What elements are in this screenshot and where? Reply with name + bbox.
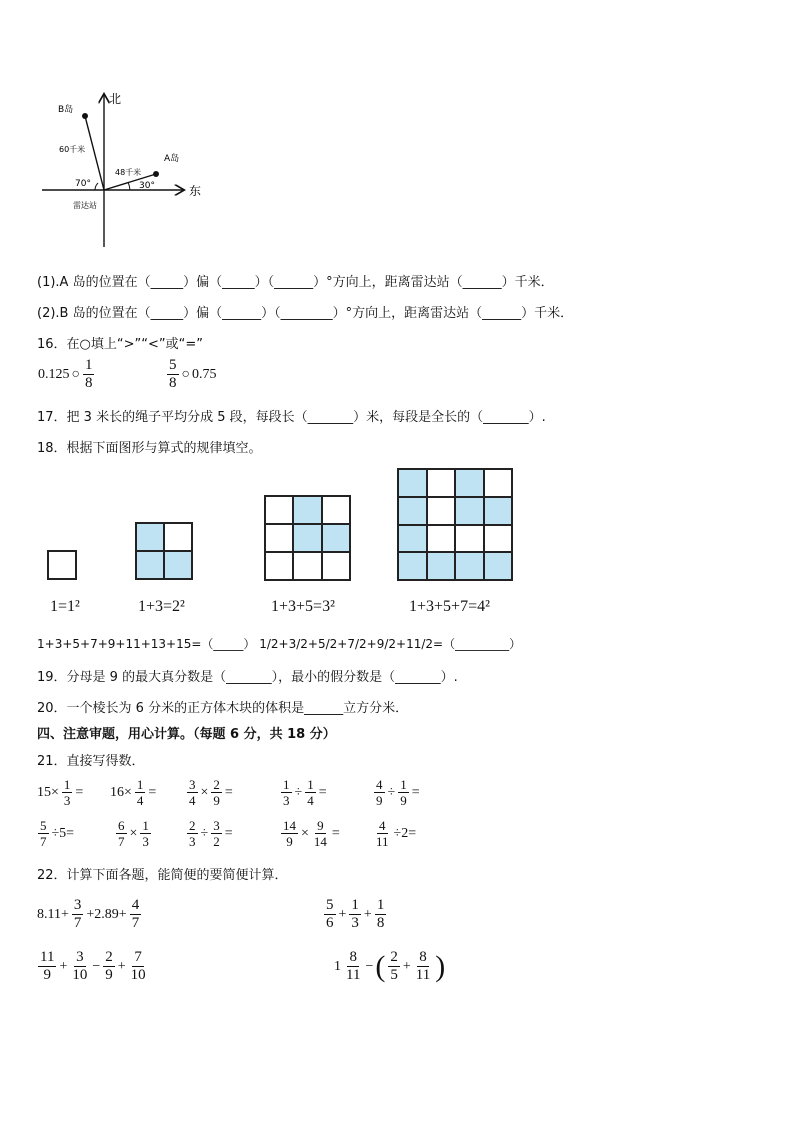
grid-cell [484, 525, 513, 553]
q21-item [373, 778, 420, 807]
q21-frac [374, 778, 385, 807]
b-island-label: B岛 [58, 105, 74, 115]
q22-frac [72, 898, 84, 931]
q21-frac [135, 778, 146, 807]
q21-text: 15× [37, 784, 59, 800]
num: 8 [419, 949, 427, 965]
q16b-fraction [167, 358, 179, 391]
den: 10 [130, 967, 146, 983]
q21-text: = [224, 784, 233, 800]
num: 1 [63, 777, 71, 792]
q21-item [280, 819, 340, 848]
den: 3 [283, 793, 290, 808]
angle-70-arc [95, 183, 98, 190]
q21-op: ÷ [200, 825, 209, 841]
grid-cell [484, 497, 513, 525]
num: 2 [105, 949, 113, 965]
q21-frac [211, 778, 222, 807]
q15-part1: (1).A 岛的位置在（_____）偏（_____）（______）°方向上，距离雷达站（______）千米． [37, 275, 554, 290]
q22-op: − [365, 958, 374, 974]
grid-cell [322, 552, 350, 580]
q22-frac [129, 950, 148, 983]
num: 5 [326, 897, 334, 913]
a-island-point [153, 171, 159, 177]
a-island-label: A岛 [164, 154, 180, 164]
q21-text: = [318, 784, 327, 800]
q21-frac [62, 778, 73, 807]
den: 9 [213, 793, 220, 808]
b-island-point [82, 113, 88, 119]
north-label: 北 [109, 92, 122, 106]
q16a-left: 0.125 [38, 366, 70, 382]
q21-item [37, 819, 74, 848]
q22-op: + [402, 958, 411, 974]
den: 4 [189, 793, 196, 808]
grid-cell [398, 552, 427, 580]
q22-frac [324, 898, 336, 931]
q21-text: = [75, 784, 84, 800]
q21-frac [187, 778, 198, 807]
q21-frac [374, 819, 391, 848]
a-distance-label: 48千米 [115, 168, 142, 177]
grid-cell [427, 469, 456, 497]
q17-question: 17．把 3 米长的绳子平均分成 5 段，每段长（_______）米，每段是全长的（_______）. [37, 410, 546, 425]
grid-cell [455, 525, 484, 553]
den: 8 [169, 375, 177, 391]
grid-cell [398, 525, 427, 553]
grid-cell [427, 552, 456, 580]
q21-frac [281, 819, 298, 848]
grid-cell [398, 497, 427, 525]
den: 10 [72, 967, 88, 983]
den: 3 [351, 915, 359, 931]
num: 1 [136, 777, 144, 792]
q21-item [115, 819, 152, 848]
grid-cell [265, 524, 293, 552]
b-distance-label: 60千米 [59, 145, 86, 154]
q22-paren: ( [375, 949, 386, 983]
q22-frac [38, 950, 56, 983]
q16b-right: 0.75 [191, 366, 217, 382]
pattern-grid-2 [135, 522, 193, 580]
den: 11 [376, 834, 389, 849]
q21-op: × [129, 825, 138, 841]
q22-frac [375, 898, 387, 931]
den: 3 [189, 834, 196, 849]
den: 8 [84, 375, 93, 391]
q21-item [186, 778, 233, 807]
q22-expr-3 [37, 950, 149, 983]
q18-fill-blanks: 1+3+5+7+9+11+13+15=（_____） 1/2+3/2+5/2+7/2+9/2+11/2=（_________） [37, 637, 522, 651]
num: 7 [134, 949, 142, 965]
q21-text: ÷5= [51, 825, 75, 841]
q21-frac [140, 819, 151, 848]
q21-op: × [301, 825, 309, 841]
q22-expr-1 [37, 898, 142, 931]
q21-text: = [148, 784, 157, 800]
grid-cell [484, 469, 513, 497]
q21-text: 16× [110, 784, 132, 800]
station-label: 雷达站 [73, 201, 97, 210]
num: 2 [213, 777, 220, 792]
q21-frac [211, 819, 222, 848]
q16b-circle: ○ [181, 366, 190, 382]
q22-frac [414, 950, 432, 983]
den: 2 [213, 834, 220, 849]
num: 2 [189, 818, 196, 833]
grid-cell [265, 496, 293, 524]
grid-cell [455, 552, 484, 580]
pattern-grid-1 [47, 550, 77, 580]
grid-cell [455, 497, 484, 525]
q22-expr-4 [334, 950, 445, 983]
caption-2: 1+3=2² [138, 598, 185, 615]
grid-cell [265, 552, 293, 580]
den: 11 [415, 967, 431, 983]
grid-cell [293, 524, 321, 552]
q16-expr-a [38, 358, 95, 391]
q21-item [280, 778, 327, 807]
den: 14 [313, 834, 327, 849]
num: 4 [376, 777, 383, 792]
grid-cell [427, 497, 456, 525]
grid-cell [48, 551, 76, 579]
grid-cell [455, 469, 484, 497]
num: 3 [73, 897, 82, 913]
den: 11 [346, 967, 361, 983]
q22-text: 8.11+ [37, 906, 69, 922]
grid-cell [136, 523, 164, 551]
angle-30-arc [128, 182, 130, 190]
q21-op: ÷ [387, 784, 396, 800]
den: 3 [142, 834, 149, 849]
num: 9 [317, 818, 324, 833]
den: 7 [40, 834, 47, 849]
q21-item [110, 778, 156, 807]
q22-frac [388, 950, 400, 983]
q16a-circle: ○ [71, 366, 80, 382]
east-label: 东 [189, 184, 202, 198]
q22-frac [344, 950, 362, 983]
compass-diagram [35, 85, 215, 253]
num: 4 [379, 818, 386, 833]
q22-frac [130, 898, 142, 931]
num: 1 [142, 818, 149, 833]
num: 1 [84, 357, 93, 373]
q21-frac [398, 778, 409, 807]
num: 11 [40, 949, 55, 965]
den: 5 [390, 967, 398, 983]
caption-3: 1+3+5=3² [271, 598, 335, 615]
den: 7 [131, 915, 140, 931]
section4-title: 四、注意审题，用心计算。（每题 6 分，共 18 分） [37, 727, 336, 742]
q22-op: + [338, 906, 347, 922]
num: 1 [283, 777, 290, 792]
grid-cell [322, 524, 350, 552]
num: 1 [351, 897, 359, 913]
num: 1 [307, 777, 314, 792]
den: 7 [118, 834, 125, 849]
q15-part2: (2).B 岛的位置在（_____）偏（______）（________）°方向上，距离雷达站（______）千米． [37, 306, 574, 321]
q21-text: = [331, 825, 340, 841]
num: 1 [376, 897, 385, 913]
q16a-fraction [83, 358, 95, 391]
q21-text: ÷2= [393, 825, 417, 841]
q21-item [186, 819, 233, 848]
q22-op: + [363, 906, 372, 922]
q22-paren: ) [435, 949, 446, 983]
q22-frac [70, 950, 89, 983]
num: 3 [76, 949, 84, 965]
grid-cell [164, 523, 192, 551]
num: 5 [40, 818, 47, 833]
den: 7 [73, 915, 82, 931]
den: 9 [376, 793, 383, 808]
grid-cell [136, 551, 164, 579]
q16-expr-b [166, 358, 216, 391]
den: 9 [286, 834, 293, 849]
grid-cell [293, 496, 321, 524]
q21-frac [38, 819, 49, 848]
q21-frac [187, 819, 198, 848]
q22-question: 22．计算下面各题，能简便的要简便计算． [37, 868, 288, 883]
num: 4 [131, 897, 140, 913]
den: 9 [105, 967, 113, 983]
grid-cell [427, 525, 456, 553]
q22-frac [349, 898, 361, 931]
num: 3 [189, 777, 196, 792]
q21-text: = [224, 825, 233, 841]
q18-question: 18．根据下面图形与算式的规律填空。 [37, 441, 262, 456]
den: 4 [136, 793, 144, 808]
q22-expr-2 [323, 898, 387, 931]
q21-frac [116, 819, 127, 848]
num: 8 [349, 949, 357, 965]
q21-item [373, 819, 416, 848]
q21-question: 21．直接写得数． [37, 754, 145, 769]
q21-item [37, 778, 83, 807]
den: 8 [376, 915, 385, 931]
grid-cell [398, 469, 427, 497]
den: 4 [307, 793, 314, 808]
q21-op: × [200, 784, 209, 800]
grid-cell [484, 552, 513, 580]
num: 3 [213, 818, 220, 833]
q21-op: ÷ [294, 784, 303, 800]
caption-4: 1+3+5+7=4² [409, 598, 490, 615]
den: 9 [43, 967, 51, 983]
num: 2 [390, 949, 398, 965]
q22-op: + [117, 958, 126, 974]
angle-30-label: 30° [139, 181, 155, 191]
angle-70-label: 70° [75, 179, 91, 189]
num: 1 [400, 777, 407, 792]
q21-frac [312, 819, 329, 848]
caption-1: 1=1² [50, 598, 80, 615]
q21-text: = [411, 784, 420, 800]
q16-question: 16．在○填上“>”“<”或“=” [37, 337, 203, 352]
grid-cell [322, 496, 350, 524]
q21-frac [305, 778, 316, 807]
q19-question: 19．分母是 9 的最大真分数是（_______），最小的假分数是（_______）. [37, 670, 458, 685]
den: 9 [400, 793, 407, 808]
num: 14 [283, 818, 296, 833]
num: 6 [118, 818, 125, 833]
q22-op: − [92, 958, 101, 974]
grid-cell [293, 552, 321, 580]
pattern-grid-4 [397, 468, 513, 581]
q22-frac [103, 950, 115, 983]
num: 5 [169, 357, 177, 373]
den: 3 [63, 793, 71, 808]
q22-op: + [59, 958, 68, 974]
q20-question: 20．一个棱长为 6 分米的正方体木块的体积是______立方分米． [37, 701, 409, 716]
q21-frac [281, 778, 292, 807]
q22-text: +2.89+ [86, 906, 127, 922]
den: 6 [326, 915, 334, 931]
pattern-grid-3 [264, 495, 351, 581]
q22-whole: 1 [334, 958, 341, 974]
grid-cell [164, 551, 192, 579]
